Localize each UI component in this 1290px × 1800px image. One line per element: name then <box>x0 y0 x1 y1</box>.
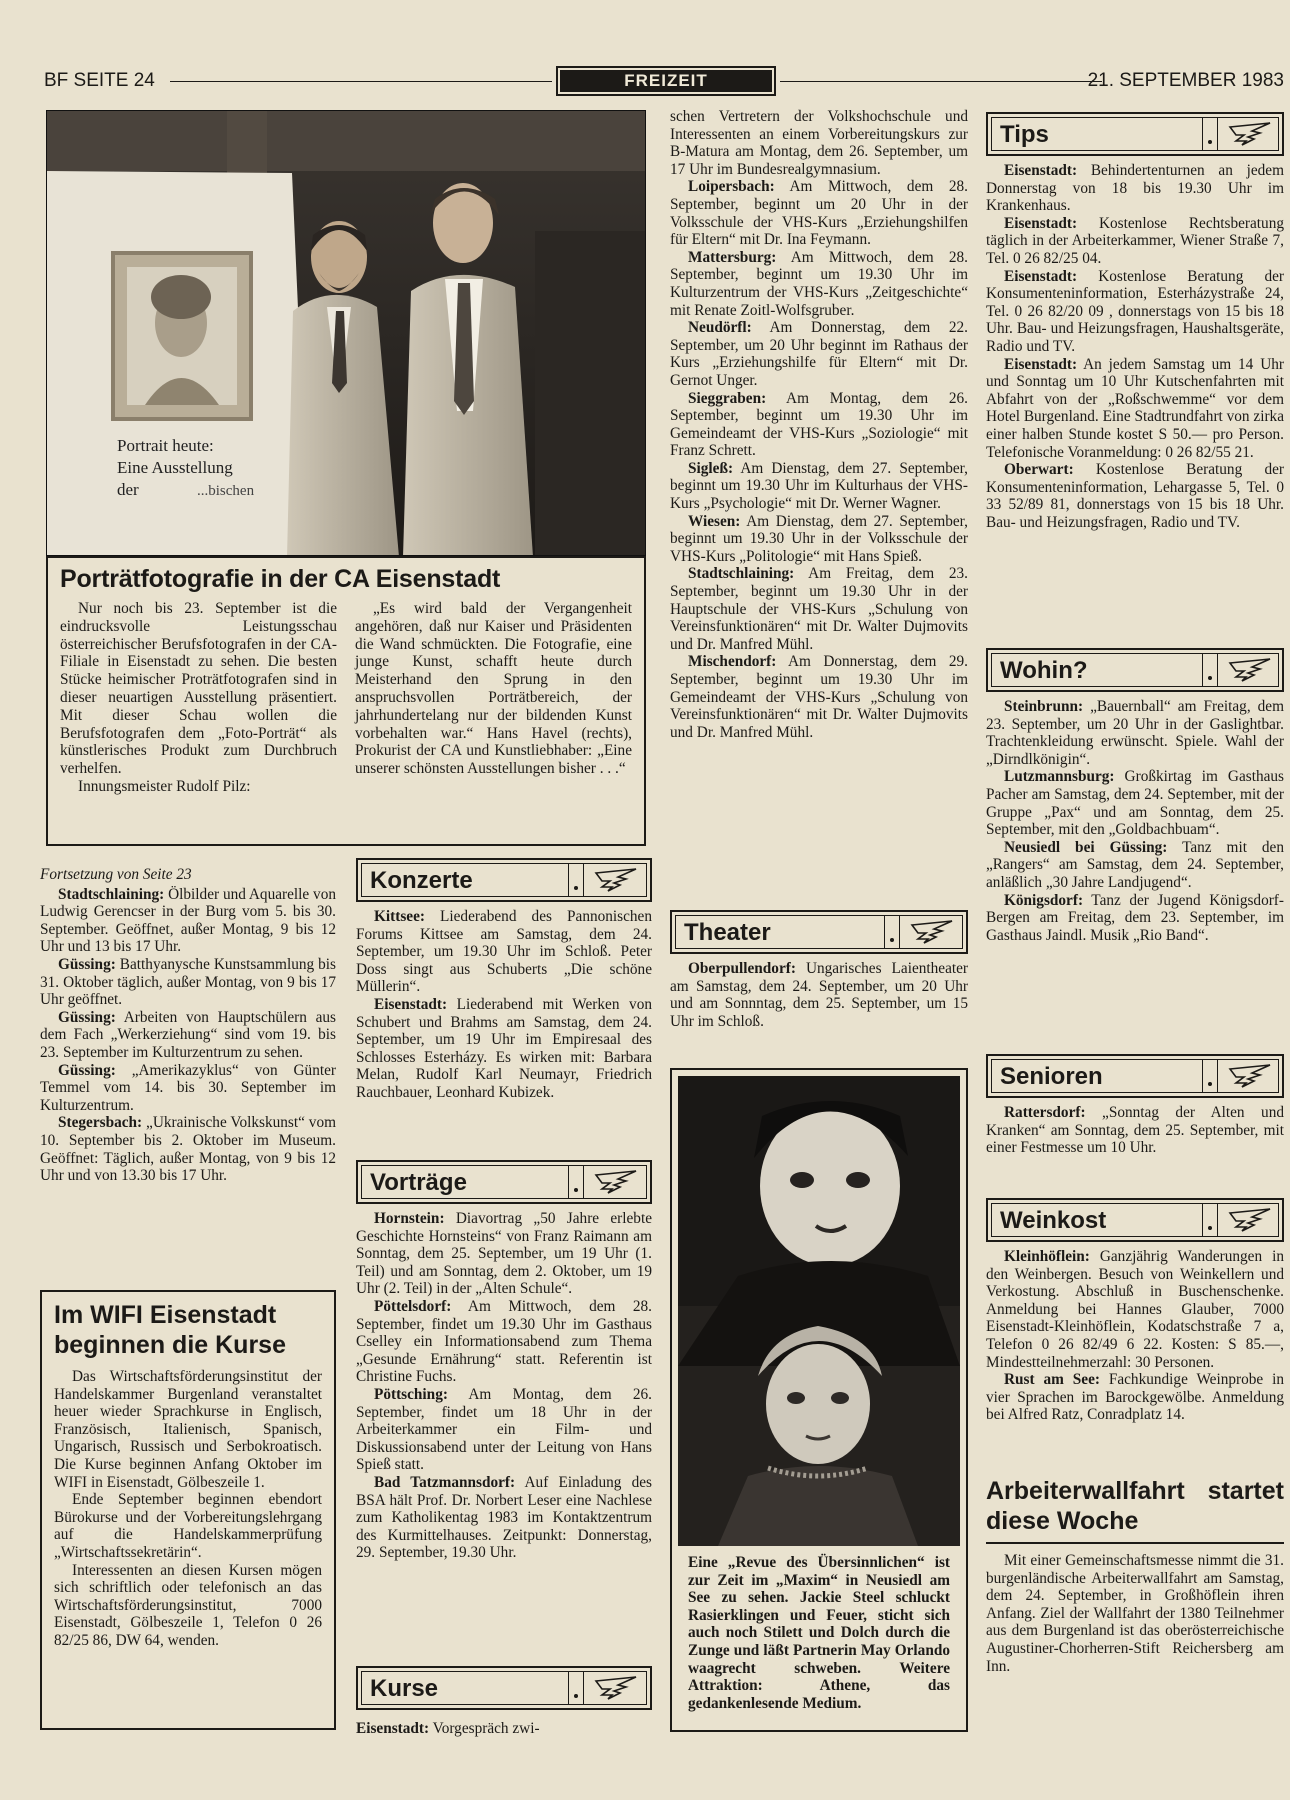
tips-place: Oberwart: <box>1004 461 1074 479</box>
sign-line-2: Eine Ausstellung <box>117 458 233 477</box>
weinkost-text: Fachkundige Weinprobe in vier Sprachen im Barockgewölbe. Anmeldung bei Alfred Ratz, Conradplatz 14. <box>986 1371 1284 1424</box>
theater-items <box>670 960 968 1030</box>
tips-text: Behindertenturnen an jedem Donnerstag von 18 bis 19.30 Uhr im Krankenhaus. <box>986 162 1284 215</box>
weinkost-label: Weinkost <box>1000 1207 1107 1234</box>
wohin-entry <box>986 768 1284 838</box>
wohin-items <box>986 698 1284 944</box>
konzerte-text: Liederabend mit Werken von Schubert und Brahms am Samstag, dem 24. September, um 19 Uhr im Empiresaal des Schlosses Esterházy. Es wirken mit: Barbara Melan, Rudolf Karl Neumayr, Friedrich Rauchbauer, Leonhard Kubizek. <box>356 995 652 1101</box>
continuation-entry <box>40 1114 336 1184</box>
senioren-entry <box>986 1104 1284 1157</box>
wallfahrt-article <box>986 1476 1284 1675</box>
weinkost-place: Rust am See: <box>1004 1371 1100 1389</box>
vortraege-items <box>356 1210 652 1562</box>
tips-entry <box>986 461 1284 531</box>
continuation-text: „Ukrainische Volkskunst“ vom 10. September bis 2. Oktober im Museum. Geöffnet: Täglich, außer Montag, von 9 bis 12 Uhr und von 13.30 bis 17 Uhr. <box>40 1114 336 1185</box>
tips-entry <box>986 215 1284 268</box>
col3-items <box>670 178 968 741</box>
pointing-hand-icon <box>1226 1207 1276 1235</box>
header-dot-icon <box>1202 118 1218 150</box>
konzerte-items <box>356 908 652 1102</box>
kurse-place: Sieggraben: <box>688 389 767 407</box>
pointing-hand-icon <box>1226 1063 1276 1091</box>
weinkost-text: Ganzjährig Wanderungen in den Weinbergen. Besuch von Weinkellern und Verkostung. Abschluß in Buschenschenke. Anmeldung bei Hannes Glauber, 7000 Eisenstadt-Kleinhöflein, Kodatschstraße 7 a, Telefon 0 26 82/49 6 22. Kosten: S 85.—, Mindestteilnehmerzahl: 30 Personen. <box>986 1248 1284 1371</box>
continuation-place: Güssing: <box>58 1008 116 1026</box>
kurse-place: Stadtschlaining: <box>688 565 795 583</box>
vortraege-place: Hornstein: <box>374 1210 445 1227</box>
konzerte-place: Kittsee: <box>374 908 425 925</box>
theater-entry <box>670 960 968 1030</box>
page-header <box>44 66 1284 96</box>
theater-label: Theater <box>684 919 771 946</box>
header-dot-icon <box>568 864 584 896</box>
kurse-entry <box>670 319 968 389</box>
pointing-hand-icon <box>592 867 642 895</box>
wifi-text <box>54 1368 322 1650</box>
header-dot-icon <box>568 1166 584 1198</box>
portrait-article-col-1 <box>60 600 337 796</box>
wifi-article <box>40 1290 336 1730</box>
kurse-label: Kurse <box>370 1675 439 1702</box>
weinkost-items <box>986 1248 1284 1424</box>
tips-place: Eisenstadt: <box>1004 162 1078 179</box>
continuation-place: Güssing: <box>58 955 116 973</box>
kurse-place: Mattersburg: <box>688 248 777 266</box>
vortraege-header <box>356 1160 652 1204</box>
continuation-entry <box>40 1009 336 1062</box>
caption-segment: May Orlando <box>860 1641 950 1659</box>
continuation-place: Güssing: <box>58 1061 116 1079</box>
vortraege-place: Pöttelsdorf: <box>374 1297 452 1315</box>
portrait-article <box>46 556 646 846</box>
kurse-text: Am Dienstag, dem 27. September, beginnt um 19.30 Uhr in der Volksschule der VHS-Kurs „Politologie“ mit Hans Spieß. <box>670 512 968 565</box>
wohin-place: Lutzmannsburg: <box>1004 768 1115 786</box>
kurse-place: Eisenstadt: <box>356 1720 430 1737</box>
vortraege-label: Vorträge <box>370 1169 467 1196</box>
sign-line-1: Portrait heute: <box>117 436 214 455</box>
senioren-place: Rattersdorf: <box>1004 1104 1086 1121</box>
tips-place: Eisenstadt: <box>1004 214 1078 232</box>
caption-segment: Eine „Revue des Übersinnlichen“ ist zur Zeit im „Maxim“ in Neusiedl am See zu sehen. <box>688 1554 950 1607</box>
konzerte-header <box>356 858 652 902</box>
kurse-start <box>356 1720 652 1738</box>
kurse-continued-column <box>670 108 968 741</box>
header-dot-icon <box>884 916 900 948</box>
kurse-header <box>356 1666 652 1710</box>
weinkost-header <box>986 1198 1284 1242</box>
kurse-text: Vorgespräch zwi- <box>429 1720 540 1737</box>
vortraege-text: Am Mittwoch, dem 28. September, findet um 19.30 Uhr im Gasthaus Cselley ein Informationsabend zum Thema „Gesunde Ernährung“ statt. Referentin ist Christine Fuchs. <box>356 1297 652 1386</box>
vortraege-entry <box>356 1298 652 1386</box>
sign-line-4: ...bischen <box>197 483 255 499</box>
continuation-entry <box>40 886 336 956</box>
header-rule-left <box>170 81 552 82</box>
kurse-text: Am Mittwoch, dem 28. September, beginnt um 20 Uhr in der Volksschule der VHS-Kurs „Erziehungshilfen für Eltern“ mit Dr. Ina Feymann. <box>670 178 968 249</box>
tips-text: Kostenlose Rechtsberatung täglich in der Arbeiterkammer, Wiener Straße 7, Tel. 0 26 82/25 04. <box>986 214 1284 267</box>
kurse-entry <box>670 390 968 460</box>
tips-text: Kostenlose Beratung der Konsumenteninformation, Esterházystraße 24, Tel. 0 26 82/20 09 , donnerstags von 15 bis 18 Uhr. Bau- und Heizungsfragen, Haushaltsgeräte, Radio und TV. <box>986 267 1284 355</box>
col3-lead: schen Vertretern der Volkshochschule und Interessenten an einem Vorbereitungskurs zur B-Matura am Montag, dem 26. September, um 17 Uhr im Bundesrealgymnasium. <box>670 108 968 178</box>
wifi-paragraph: Interessenten an diesen Kursen mögen sich schriftlich oder telefonisch an das Wirtschaftsförderungsinstitut, 7000 Eisenstadt, Gölbeszeile 1, Telefon 0 26 82/25 86, DW 64, wenden. <box>54 1561 322 1649</box>
wohin-text: Tanz mit den „Rangers“ am Samstag, dem 24. September, anläßlich „30 Jahre Landjugend“. <box>986 838 1284 891</box>
revue-photo-box <box>670 1068 968 1732</box>
theater-text: Ungarisches Laientheater am Samstag, dem 24. September, um 20 Uhr und am Sonnntag, dem 25. September, um 15 Uhr im Schloß. <box>670 960 968 1030</box>
revue-photo <box>678 1076 960 1546</box>
portrait-article-col-2 <box>355 600 632 796</box>
tips-text: An jedem Samstag um 14 Uhr und Sonntag um 10 Uhr Kutschenfahrten mit Abfahrt von der „Roßschwemme“ vor dem Hotel Burgenland. Eine Stadtrundfahrt von zirka einer halben Stunde kostet S 50.— pro Person. Telefonische Voranmeldung: 0 26 82/55 21. <box>986 355 1284 461</box>
header-dot-icon <box>1202 1204 1218 1236</box>
vortraege-entry <box>356 1386 652 1474</box>
wohin-place: Königsdorf: <box>1004 891 1084 909</box>
pointing-hand-icon <box>592 1675 642 1703</box>
continuation-note: Fortsetzung von Seite 23 <box>40 866 192 883</box>
sign-line-3: der <box>117 480 139 499</box>
tips-label: Tips <box>1000 121 1049 148</box>
continuation-text: Arbeiten von Hauptschülern aus dem Fach „Werkerziehung“ sind vom 19. bis 23. September im Kulturzentrum zu sehen. <box>40 1008 336 1061</box>
weinkost-entry <box>986 1371 1284 1424</box>
tips-place: Eisenstadt: <box>1004 355 1078 373</box>
kurse-entry <box>670 178 968 248</box>
pointing-hand-icon <box>1226 121 1276 149</box>
issue-date: 21. SEPTEMBER 1983 <box>1087 70 1284 91</box>
kurse-entry <box>670 513 968 566</box>
revue-photo-image <box>678 1076 960 1546</box>
konzerte-entry <box>356 908 652 996</box>
kurse-place: Neudörfl: <box>688 319 752 337</box>
wohin-header <box>986 648 1284 692</box>
konzerte-label: Konzerte <box>370 867 473 894</box>
vortraege-text: Am Montag, dem 26. September, findet um 18 Uhr in der Arbeiterkammer ein Film- und Diskussionsabend unter der Leitung von Hans Spieß statt. <box>356 1385 652 1474</box>
weinkost-place: Kleinhöflein: <box>1004 1248 1090 1265</box>
header-dot-icon <box>568 1672 584 1704</box>
wifi-paragraph: Ende September beginnen ebendort Bürokurse und der Vorbereitungslehrgang auf die Handelskammerprüfung „Wirtschaftssekretärin“. <box>54 1491 322 1561</box>
kurse-place: Wiesen: <box>688 512 741 530</box>
senioren-label: Senioren <box>1000 1063 1103 1090</box>
kurse-place: Mischendorf: <box>688 653 777 671</box>
vortraege-text: Diavortrag „50 Jahre erlebte Geschichte Hornsteins“ von Franz Raimann am Sonntag, dem 25. September, um 19 Uhr (1. Teil) und am Sonntag, dem 2. Oktober, um 19 Uhr (2. Teil) in der „Alten Schule“. <box>356 1210 652 1298</box>
tips-place: Eisenstadt: <box>1004 267 1078 285</box>
wohin-text: Großkirtag im Gasthaus Pacher am Samstag, dem 24. September, mit der Gruppe „Pax“ und am Sonntag, dem 25. September, mit den „Goldbachbuam“. <box>986 768 1284 839</box>
wallfahrt-rule <box>986 1542 1284 1544</box>
kurse-text: Am Donnerstag, dem 22. September, um 20 Uhr beginnt im Rathaus der Kurs „Erziehungshilfe für Eltern“ mit Dr. Gernot Unger. <box>670 319 968 389</box>
continuation-items <box>40 886 336 1185</box>
vortraege-place: Pöttsching: <box>374 1385 448 1403</box>
wallfahrt-headline: Arbeiterwallfahrt startet diese Woche <box>986 1477 1284 1535</box>
portrait-article-text-1b: Innungsmeister Rudolf Pilz: <box>78 777 251 795</box>
konzerte-entry <box>356 996 652 1102</box>
pointing-hand-icon <box>592 1169 642 1197</box>
kurse-entry <box>670 653 968 741</box>
header-rule-right <box>780 81 1102 82</box>
continuation-entry <box>40 1062 336 1115</box>
tips-header <box>986 112 1284 156</box>
header-dot-icon <box>1202 1060 1218 1092</box>
header-dot-icon <box>1202 654 1218 686</box>
kurse-place: Loipersbach: <box>688 178 775 196</box>
wohin-entry <box>986 698 1284 768</box>
pointing-hand-icon <box>908 919 958 947</box>
section-title: FREIZEIT <box>560 70 772 92</box>
section-title-box <box>556 66 776 96</box>
kurse-entry <box>670 249 968 319</box>
portrait-article-headline: Porträtfotografie in der CA Eisenstadt <box>60 565 501 593</box>
caption-segment: waagrecht schweben. Weitere Attraktion: Athene, das gedankenlesende Medium. <box>688 1659 950 1712</box>
wohin-entry <box>986 892 1284 945</box>
pointing-hand-icon <box>1226 657 1276 685</box>
konzerte-text: Liederabend des Pannonischen Forums Kittsee am Samstag, dem 24. September, um 19.30 Uhr im Schloß. Peter Doss singt aus Schuberts „Die schöne Müllerin“. <box>356 908 652 996</box>
vortraege-text: Auf Einladung des BSA hält Prof. Dr. Norbert Leser eine Nachlese zum Katholikentag 1983 im Kontaktzentrum des Kurmittelhauses. Zeitpunkt: Donnerstag, 29. September, 19.30 Uhr. <box>356 1473 652 1562</box>
continuation-text: Batthyanysche Kunstsammlung bis 31. Oktober täglich, außer Montag, von 9 bis 17 Uhr geöffnet. <box>40 955 336 1009</box>
senioren-text: „Sonntag der Alten und Kranken“ am Sonntag, dem 25. September, mit einer Festmesse um 10 Uhr. <box>986 1104 1284 1157</box>
konzerte-place: Eisenstadt: <box>374 995 448 1013</box>
portrait-article-text-2: „Es wird bald der Vergangenheit angehören, daß nur Kaiser und Präsidenten die Wand schmückten. Die Fotografie, eine junge Kunst, schafft heute durch Meisterhand den Sprung in den anspruchsvollen Porträtbereich, der jahrhundertelang nur der bildenden Kunst vorbehalten war.“ Hans Havel (rechts), Prokurist der CA und Kunstliebhaber: „Eine unserer schönsten Ausstellungen bisher . . .“ <box>355 600 632 778</box>
wifi-paragraph: Das Wirtschaftsförderungsinstitut der Handelskammer Burgenland veranstaltet heuer wieder Sprachkurse in Englisch, Französisch, Italienisch, Spanisch, Ungarisch, Russisch und Serbokroatisch. Die Kurse beginnen Anfang Oktober im WIFI in Eisenstadt, Gölbeszeile 1. <box>54 1368 322 1491</box>
kurse-text: Am Dienstag, dem 27. September, beginnt um 19.30 Uhr im Kulturhaus der VHS-Kurs „Psychologie“ mit Dr. Werner Wagner. <box>670 459 968 513</box>
wohin-place: Steinbrunn: <box>1004 698 1084 715</box>
senioren-items <box>986 1104 1284 1157</box>
kurse-text: Am Mittwoch, dem 28. September, beginnt um 19.30 Uhr im Kulturzentrum der VHS-Kurs „Zeitgeschichte“ mit Renate Zoitl-Wolfsgruber. <box>670 248 968 319</box>
continuation-text: „Amerikazyklus“ von Günter Temmel vom 14. bis 30. September im Kulturzentrum. <box>40 1061 336 1114</box>
vortraege-entry <box>356 1210 652 1298</box>
continuation-place: Stegersbach: <box>58 1114 143 1132</box>
exhibition-photo-image <box>47 111 646 556</box>
tips-entry <box>986 162 1284 215</box>
revue-photo-caption <box>678 1546 960 1712</box>
wohin-entry <box>986 839 1284 892</box>
kurse-entry <box>670 460 968 513</box>
caption-segment: schluckt Rasierklingen und Feuer, sticht sich auch noch Stilett und Dolch durch die Zunge und läßt Partnerin <box>688 1589 950 1659</box>
kurse-text: Am Montag, dem 26. September, beginnt um 19.30 Uhr im Gemeindeamt der VHS-Kurs „Soziologie“ mit Franz Schrett. <box>670 389 968 460</box>
exhibition-photo <box>46 110 646 556</box>
caption-segment: Jackie Steel <box>799 1589 885 1607</box>
kurse-text: Am Freitag, dem 23. September, beginnt um 19.30 Uhr in der Hauptschule der VHS-Kurs „Schulung von Vereinsfunktionären“ mit Dr. Walter Dujmovits und Dr. Manfred Mühl. <box>670 565 968 653</box>
senioren-header <box>986 1054 1284 1098</box>
wohin-text: „Bauernball“ am Freitag, dem 23. September, um 20 Uhr in der Gaslightbar. Trachtenkleidung erwünscht. Spiele. Wahl der „Dirndlkönigin“. <box>986 698 1284 768</box>
kurse-place: Sigleß: <box>688 459 734 477</box>
wohin-text: Tanz der Jugend Königsdorf-Bergen am Freitag, dem 23. September, im Gasthaus Jaindl. Musik „Rio Band“. <box>986 891 1284 944</box>
vortraege-place: Bad Tatzmannsdorf: <box>374 1473 516 1491</box>
wohin-place: Neusiedl bei Güssing: <box>1004 838 1168 856</box>
continuation-column <box>40 866 336 1185</box>
tips-entry <box>986 356 1284 462</box>
wifi-headline: Im WIFI Eisenstadt beginnen die Kurse <box>54 1301 286 1359</box>
vortraege-entry <box>356 1474 652 1562</box>
weinkost-entry <box>986 1248 1284 1371</box>
page-number: BF SEITE 24 <box>44 70 155 91</box>
tips-items <box>986 162 1284 531</box>
continuation-text: Ölbilder und Aquarelle von Ludwig Gerencser in der Burg vom 5. bis 30. September. Geöffnet, außer Montag, 9 bis 12 Uhr und 13 bis 17 Uhr. <box>40 885 336 956</box>
theater-place: Oberpullendorf: <box>688 960 796 977</box>
tips-text: Kostenlose Beratung der Konsumenteninformation, Lehargasse 5, Tel. 0 33 52/89 81, donnerstags von 15 bis 18 Uhr. Bau- und Heizungsfragen, Radio und TV. <box>986 461 1284 531</box>
continuation-place: Stadtschlaining: <box>58 885 165 903</box>
kurse-text: Am Donnerstag, dem 29. September, beginnt um 19.30 Uhr im Gemeindeamt der VHS-Kurs „Schulung von Vereinsfunktionären“ mit Dr. Walter Dujmovits und Dr. Manfred Mühl. <box>670 653 968 741</box>
wohin-label: Wohin? <box>1000 657 1088 684</box>
theater-header <box>670 910 968 954</box>
wallfahrt-text: Mit einer Gemeinschaftsmesse nimmt die 31. burgenländische Arbeiterwallfahrt am Samstag, dem 24. September, in Großhöflein ihren Anfang. Ziel der Wallfahrt der 1380 Teilnehmer aus dem Burgenland ist das oberösterreichische Augustiner-Chorherren-Stift Reichersberg am Inn. <box>986 1552 1284 1675</box>
continuation-entry <box>40 956 336 1009</box>
portrait-article-text-1: Nur noch bis 23. September ist die eindrucksvolle Leistungsschau österreichischer Berufsfotografen in der CA-Filiale in Eisenstadt zu sehen. Die besten Stücke heimischer Proträtfotografen sind in dieser neuartigen Ausstellung präsentiert. Mit dieser Schau wollen die Berufsfotografen dem „Foto-Porträt“ als künstlerisches Produkt zum Durchbruch verhelfen. <box>60 600 337 778</box>
kurse-entry <box>670 565 968 653</box>
tips-entry <box>986 268 1284 356</box>
